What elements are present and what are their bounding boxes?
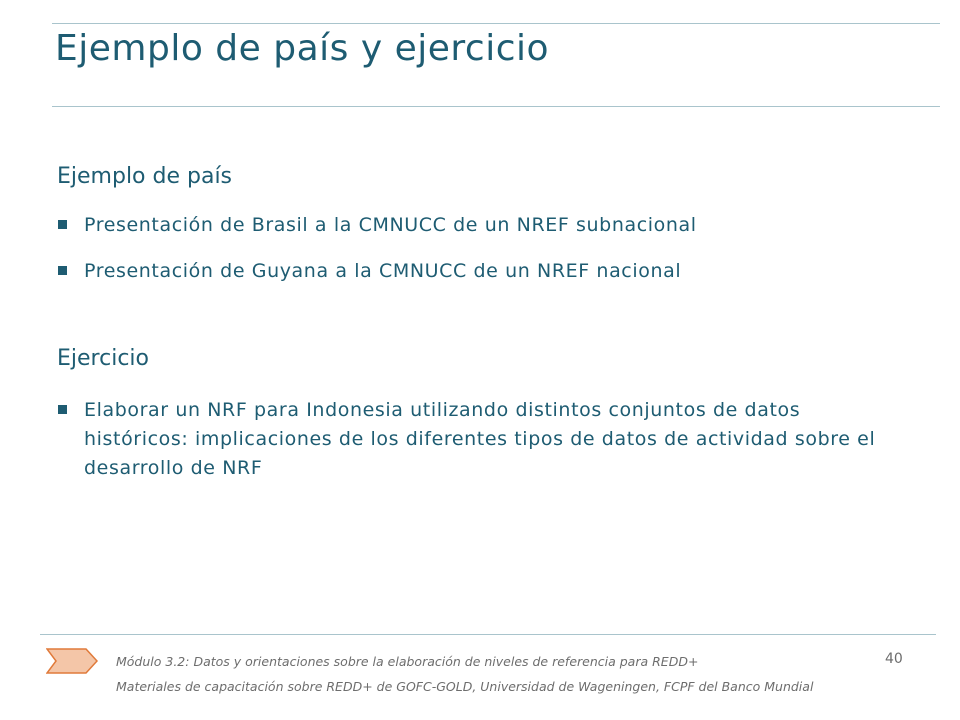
square-bullet-icon (57, 211, 84, 240)
page-number: 40 (885, 651, 903, 667)
section-heading-exercise: Ejercicio (57, 346, 149, 371)
footer-divider (40, 634, 936, 635)
bullet-item-brazil (57, 211, 877, 240)
footer-module-line: Módulo 3.2: Datos y orientaciones sobre la elaboración de niveles de referencia para REDD+ (116, 654, 699, 669)
chevron-arrow-icon (46, 648, 98, 674)
bullet-text: Presentación de Brasil a la CMNUCC de un NREF subnacional (84, 214, 697, 236)
bullet-text: Presentación de Guyana a la CMNUCC de un NREF nacional (84, 260, 682, 282)
bullet-text: Elaborar un NRF para Indonesia utilizando distintos conjuntos de datos históricos: implicaciones de los diferentes tipos de datos de actividad sobre el desarrollo de NRF (84, 399, 876, 479)
bullet-item-indonesia (57, 396, 877, 483)
top-divider (52, 23, 940, 24)
title-divider (52, 106, 940, 107)
slide-title: Ejemplo de país y ejercicio (55, 28, 550, 69)
square-bullet-icon (57, 396, 84, 425)
bullet-item-guyana (57, 257, 877, 286)
square-bullet-icon (57, 257, 84, 286)
footer-credits-line: Materiales de capacitación sobre REDD+ de GOFC-GOLD, Universidad de Wageningen, FCPF del Banco Mundial (116, 679, 814, 694)
section-heading-country-example: Ejemplo de país (57, 164, 233, 189)
